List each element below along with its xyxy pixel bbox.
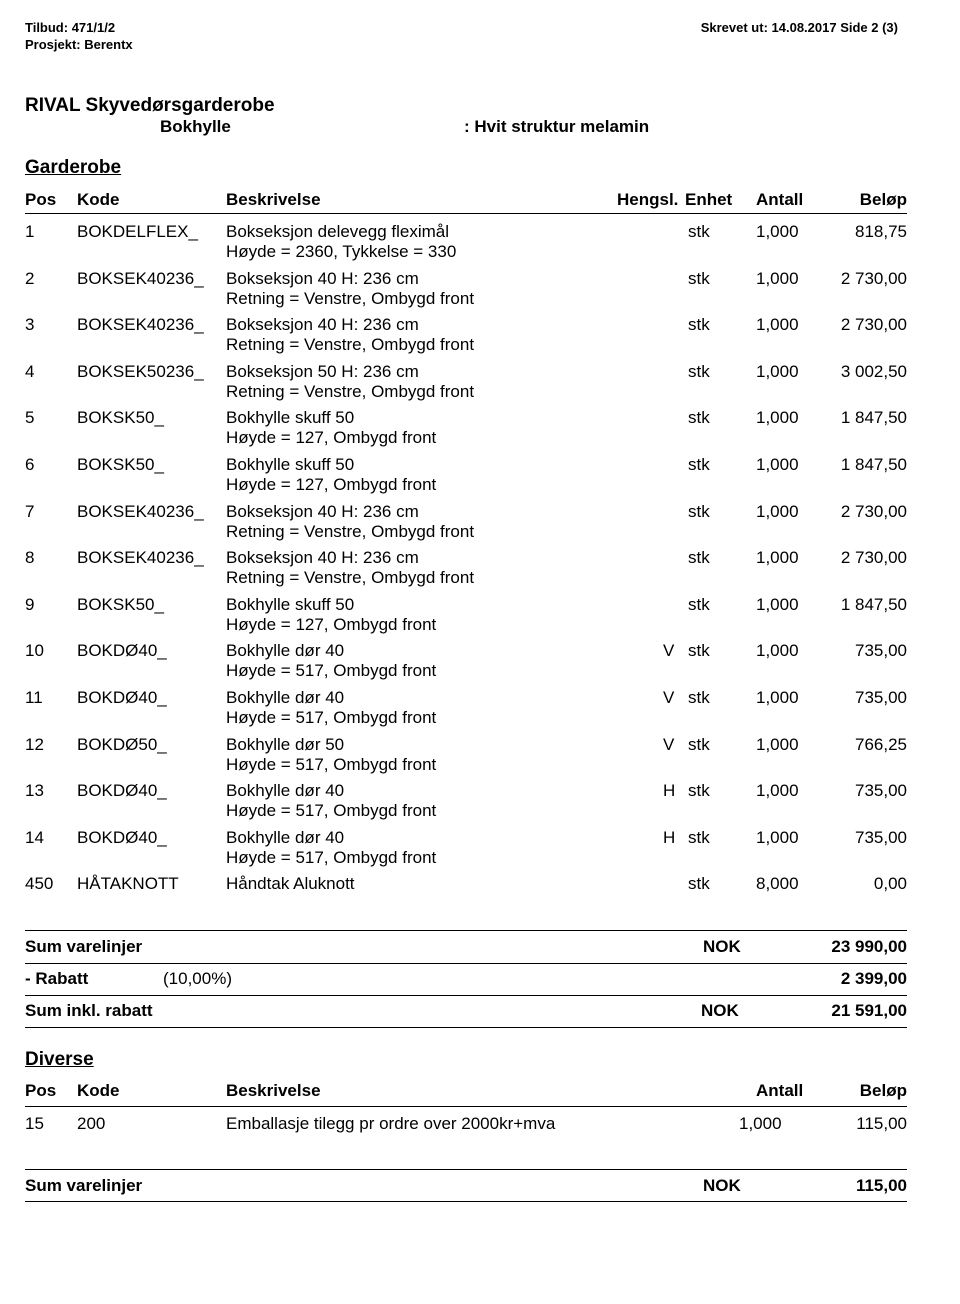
- col-header-beskrivelse: Beskrivelse: [226, 1081, 321, 1100]
- diverse-sum-currency: NOK: [703, 1176, 741, 1195]
- cell-hengsl: V: [663, 688, 675, 707]
- cell-pos: 12: [25, 734, 44, 754]
- cell-enhet: stk: [688, 734, 710, 754]
- cell-beskrivelse: Bokhylle skuff 50: [226, 594, 355, 614]
- cell-beskrivelse: Bokhylle skuff 50: [226, 455, 355, 474]
- cell-beskrivelse: Bokseksjon 40 H: 236 cm: [226, 548, 419, 568]
- cell-beskrivelse-detail: Retning = Venstre, Ombygd front: [226, 288, 475, 308]
- cell-antall: 8,000: [756, 874, 799, 894]
- cell-beskrivelse-detail: Retning = Venstre, Ombygd front: [226, 521, 475, 541]
- totals-divider-bottom: [25, 1201, 907, 1202]
- table-row: [0, 455, 960, 501]
- cell-antall: 1,000: [756, 641, 799, 661]
- cell-kode: BOKDØ50_: [77, 734, 167, 754]
- product-material: : Hvit struktur melamin: [464, 117, 650, 136]
- cell-belop: 735,00: [855, 641, 907, 661]
- cell-enhet: stk: [688, 501, 710, 521]
- col-header-belop: Beløp: [859, 1081, 907, 1100]
- cell-kode: BOKSEK40236_: [77, 501, 204, 521]
- cell-beskrivelse: Bokhylle dør 40: [226, 827, 345, 847]
- cell-beskrivelse-detail: Høyde = 517, Ombygd front: [226, 661, 437, 681]
- cell-belop: 115,00: [856, 1114, 907, 1133]
- cell-beskrivelse: Bokhylle dør 40: [226, 641, 345, 661]
- cell-beskrivelse: Bokhylle dør 40: [226, 688, 345, 707]
- cell-kode: HÅTAKNOTT: [77, 874, 179, 894]
- col-header-pos: Pos: [25, 1081, 57, 1100]
- cell-beskrivelse: Bokseksjon delevegg fleximål: [226, 222, 450, 241]
- cell-enhet: stk: [688, 548, 710, 568]
- col-header-pos: Pos: [25, 190, 57, 209]
- cell-beskrivelse: Bokseksjon 40 H: 236 cm: [226, 501, 419, 521]
- cell-kode: BOKSK50_: [77, 455, 164, 474]
- cell-kode: BOKSEK40236_: [77, 268, 204, 288]
- cell-pos: 15: [25, 1114, 44, 1133]
- cell-antall: 1,000: [756, 781, 799, 801]
- table-row: [0, 595, 960, 641]
- cell-belop: 735,00: [855, 827, 907, 847]
- cell-kode: BOKDØ40_: [77, 688, 167, 707]
- col-header-kode: Kode: [77, 1081, 120, 1100]
- cell-enhet: stk: [688, 781, 710, 801]
- cell-antall: 1,000: [756, 408, 799, 428]
- printed-date-page: Skrevet ut: 14.08.2017 Side 2 (3): [700, 20, 898, 35]
- cell-beskrivelse: Bokhylle dør 40: [226, 781, 345, 801]
- cell-antall: 1,000: [756, 734, 799, 754]
- cell-belop: 2 730,00: [840, 548, 907, 568]
- project-name: Prosjekt: Berentx: [25, 37, 133, 52]
- col-header-kode: Kode: [77, 190, 120, 209]
- cell-enhet: stk: [688, 455, 710, 474]
- cell-antall: 1,000: [756, 548, 799, 568]
- cell-belop: 2 730,00: [840, 501, 907, 521]
- table-row: [0, 502, 960, 548]
- cell-enhet: stk: [688, 361, 710, 381]
- cell-kode: BOKDØ40_: [77, 827, 167, 847]
- cell-beskrivelse-detail: Høyde = 2360, Tykkelse = 330: [226, 242, 457, 261]
- cell-hengsl: H: [663, 781, 676, 801]
- cell-kode: BOKDØ40_: [77, 781, 167, 801]
- cell-pos: 9: [25, 594, 35, 614]
- cell-enhet: stk: [688, 315, 710, 335]
- col-header-antall: Antall: [756, 190, 804, 209]
- cell-kode: BOKSEK50236_: [77, 361, 204, 381]
- cell-antall: 1,000: [756, 594, 799, 614]
- cell-kode: BOKSK50_: [77, 408, 164, 428]
- cell-beskrivelse-detail: Retning = Venstre, Ombygd front: [226, 335, 475, 355]
- sum-inkl-currency: NOK: [701, 1001, 739, 1020]
- cell-antall: 1,000: [756, 455, 799, 474]
- cell-pos: 6: [25, 455, 35, 474]
- cell-kode: BOKDØ40_: [77, 641, 167, 661]
- table-row: [0, 688, 960, 734]
- table-row: [0, 874, 960, 920]
- header-divider: [25, 213, 907, 214]
- cell-antall: 1,000: [756, 222, 799, 241]
- col-header-belop: Beløp: [859, 190, 907, 209]
- col-header-hengsl: Hengsl.: [617, 190, 679, 209]
- cell-hengsl: V: [663, 641, 675, 661]
- section-title-diverse: Diverse: [25, 1049, 94, 1070]
- cell-enhet: stk: [688, 641, 710, 661]
- table-row: [0, 315, 960, 361]
- cell-belop: 1 847,50: [840, 455, 907, 474]
- cell-enhet: stk: [688, 594, 710, 614]
- cell-enhet: stk: [688, 827, 710, 847]
- header-divider: [25, 1106, 907, 1107]
- cell-beskrivelse: Håndtak Aluknott: [226, 874, 355, 894]
- table-row: [0, 828, 960, 874]
- cell-pos: 13: [25, 781, 44, 801]
- cell-beskrivelse: Bokseksjon 40 H: 236 cm: [226, 315, 419, 335]
- table-row: [0, 222, 960, 268]
- cell-beskrivelse-detail: Høyde = 127, Ombygd front: [226, 475, 437, 494]
- cell-belop: 1 847,50: [840, 408, 907, 428]
- rabatt-label: - Rabatt: [25, 969, 89, 988]
- cell-beskrivelse: Bokhylle skuff 50: [226, 408, 355, 428]
- tilbud-number: Tilbud: 471/1/2: [25, 20, 116, 35]
- cell-beskrivelse: Emballasje tilegg pr ordre over 2000kr+mva: [226, 1114, 556, 1133]
- sum-varelinjer-label: Sum varelinjer: [25, 937, 143, 956]
- cell-antall: 1,000: [756, 827, 799, 847]
- cell-antall: 1,000: [756, 315, 799, 335]
- cell-pos: 14: [25, 827, 44, 847]
- product-title: RIVAL Skyvedørsgarderobe: [25, 95, 275, 116]
- table-row: [0, 408, 960, 454]
- sum-inkl-rabatt-value: 21 591,00: [831, 1001, 907, 1020]
- cell-enhet: stk: [688, 874, 710, 894]
- totals-divider-bottom: [25, 1027, 907, 1028]
- diverse-sum-value: 115,00: [855, 1176, 907, 1195]
- cell-pos: 2: [25, 268, 35, 288]
- totals-divider-top: [25, 1169, 907, 1170]
- sum-varelinjer-value: 23 990,00: [831, 937, 907, 956]
- cell-pos: 8: [25, 548, 35, 568]
- cell-kode: BOKSEK40236_: [77, 315, 204, 335]
- cell-pos: 3: [25, 315, 35, 335]
- cell-belop: 2 730,00: [840, 315, 907, 335]
- table-row: [0, 269, 960, 315]
- diverse-sum-label: Sum varelinjer: [25, 1176, 143, 1195]
- cell-enhet: stk: [688, 222, 710, 241]
- totals-divider-top: [25, 930, 907, 931]
- cell-belop: 3 002,50: [840, 361, 907, 381]
- table-row: [0, 362, 960, 408]
- cell-antall: 1,000: [739, 1114, 782, 1133]
- cell-belop: 735,00: [855, 781, 907, 801]
- section-title-garderobe: Garderobe: [25, 157, 122, 178]
- table-row: [0, 641, 960, 687]
- cell-beskrivelse: Bokseksjon 50 H: 236 cm: [226, 361, 419, 381]
- cell-belop: 735,00: [855, 688, 907, 707]
- cell-pos: 11: [25, 688, 43, 707]
- cell-pos: 450: [25, 874, 54, 894]
- cell-kode: BOKSK50_: [77, 594, 164, 614]
- totals-divider: [25, 963, 907, 964]
- rabatt-percent: (10,00%): [163, 969, 232, 988]
- col-header-beskrivelse: Beskrivelse: [226, 190, 321, 209]
- table-row: [0, 781, 960, 827]
- cell-enhet: stk: [688, 408, 710, 428]
- cell-beskrivelse: Bokhylle dør 50: [226, 734, 345, 754]
- sum-inkl-rabatt-label: Sum inkl. rabatt: [25, 1001, 153, 1020]
- cell-enhet: stk: [688, 268, 710, 288]
- cell-belop: 2 730,00: [840, 268, 907, 288]
- cell-pos: 1: [25, 222, 35, 241]
- cell-beskrivelse-detail: Retning = Venstre, Ombygd front: [226, 381, 475, 401]
- cell-belop: 1 847,50: [840, 594, 907, 614]
- table-row: [0, 735, 960, 781]
- cell-beskrivelse: Bokseksjon 40 H: 236 cm: [226, 268, 419, 288]
- cell-antall: 1,000: [756, 361, 799, 381]
- table-row: [0, 548, 960, 594]
- cell-beskrivelse-detail: Høyde = 517, Ombygd front: [226, 708, 437, 727]
- cell-beskrivelse-detail: Høyde = 517, Ombygd front: [226, 754, 437, 774]
- cell-belop: 766,25: [855, 734, 907, 754]
- cell-beskrivelse-detail: Høyde = 127, Ombygd front: [226, 428, 437, 448]
- cell-kode: 200: [77, 1114, 106, 1133]
- cell-beskrivelse-detail: Retning = Venstre, Ombygd front: [226, 568, 475, 588]
- cell-belop: 0,00: [873, 874, 907, 894]
- totals-divider: [25, 995, 907, 996]
- cell-pos: 7: [25, 501, 35, 521]
- cell-beskrivelse-detail: Høyde = 127, Ombygd front: [226, 614, 437, 634]
- cell-hengsl: V: [663, 734, 675, 754]
- cell-pos: 5: [25, 408, 35, 428]
- cell-beskrivelse-detail: Høyde = 517, Ombygd front: [226, 847, 437, 867]
- cell-antall: 1,000: [756, 268, 799, 288]
- col-header-enhet: Enhet: [685, 190, 733, 209]
- cell-kode: BOKDELFLEX_: [77, 222, 198, 241]
- cell-kode: BOKSEK40236_: [77, 548, 204, 568]
- cell-pos: 4: [25, 361, 35, 381]
- rabatt-value: 2 399,00: [840, 969, 907, 988]
- sum-currency: NOK: [703, 937, 741, 956]
- cell-belop: 818,75: [855, 222, 907, 241]
- cell-antall: 1,000: [756, 688, 799, 707]
- product-subtitle: Bokhylle: [160, 117, 231, 136]
- cell-pos: 10: [25, 641, 44, 661]
- cell-hengsl: H: [663, 827, 676, 847]
- cell-enhet: stk: [688, 688, 710, 707]
- col-header-antall: Antall: [756, 1081, 804, 1100]
- cell-beskrivelse-detail: Høyde = 517, Ombygd front: [226, 801, 437, 821]
- cell-antall: 1,000: [756, 501, 799, 521]
